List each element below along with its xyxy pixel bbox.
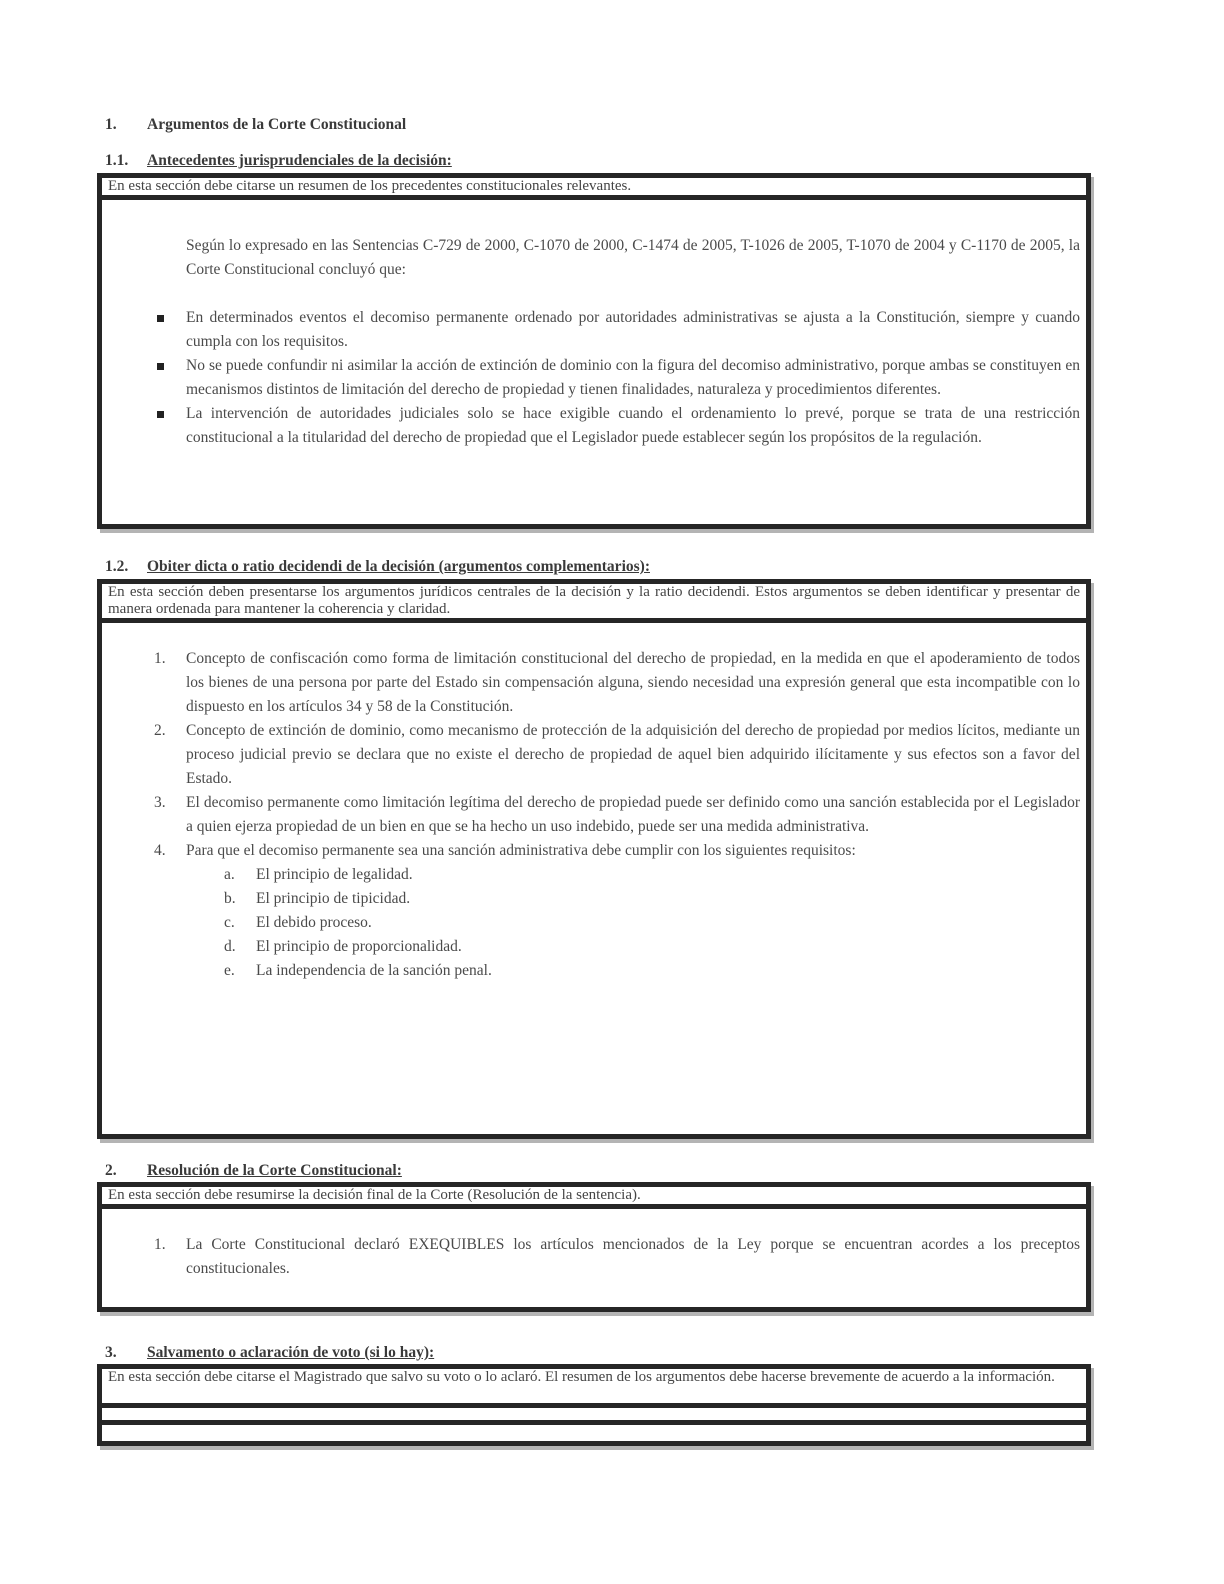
list-number: 4.: [154, 842, 166, 859]
sub-list-letter: a.: [224, 866, 235, 883]
section-title: Resolución de la Corte Constitucional:: [147, 1162, 402, 1179]
section-number: 1.1.: [105, 152, 129, 169]
bullet-icon: [157, 315, 164, 322]
bullet-icon: [157, 363, 164, 370]
bullet-icon: [157, 411, 164, 418]
section-number: 3.: [105, 1344, 117, 1361]
sub-list-item-text: La independencia de la sanción penal.: [256, 962, 492, 979]
sub-list-item: [102, 959, 1086, 983]
list-item: [102, 647, 1086, 719]
sub-list-item-text: El principio de tipicidad.: [256, 890, 411, 907]
section-heading-1: [105, 116, 406, 134]
list-item-text: La intervención de autoridades judiciales solo se hace exigible cuando el ordenamiento lo prevé, porque se trata de una restricción constitucional a la titularidad del derecho de propiedad que el Legislador puede establecer según los propósitos de la regulación.: [186, 405, 1080, 446]
list-item: [102, 306, 1086, 354]
box-content: [102, 200, 1086, 450]
section-box-3: [97, 1364, 1091, 1446]
list-number: 1.: [154, 650, 166, 667]
list-number: 2.: [154, 722, 166, 739]
sub-list-item-text: El principio de proporcionalidad.: [256, 938, 462, 955]
list-item-text: La Corte Constitucional declaró EXEQUIBLES los artículos mencionados de la Ley porque se encuentran acordes a los preceptos constitucionales.: [186, 1236, 1080, 1277]
sub-list-letter: c.: [224, 914, 235, 931]
sub-list-item: [102, 887, 1086, 911]
section-number: 1.2.: [105, 558, 129, 575]
section-title: Obiter dicta o ratio decidendi de la decisión (argumentos complementarios):: [147, 558, 650, 575]
sub-list-letter: e.: [224, 962, 235, 979]
section-title: Salvamento o aclaración de voto (si lo hay):: [147, 1344, 435, 1361]
section-box-1-1: [97, 173, 1091, 529]
list-number: 1.: [154, 1236, 166, 1253]
section-heading-2: [105, 1162, 402, 1180]
sub-list-letter: b.: [224, 890, 236, 907]
list-item-text: Concepto de extinción de dominio, como mecanismo de protección de la adquisición del derecho de propiedad por medios lícitos, mediante un proceso judicial previo se declara que no existe el derecho de propiedad de aquel bien adquirido ilícitamente y sus efectos son a favor del Estado.: [186, 722, 1080, 787]
section-box-2: [97, 1182, 1091, 1312]
list-item-text: El decomiso permanente como limitación legítima del derecho de propiedad puede ser definido como una sanción establecida por el Legislador a quien ejerza propiedad de un bien en que se ha hecho un uso indebido, puede ser una medida administrativa.: [186, 794, 1080, 835]
list-item: [102, 839, 1086, 863]
list-number: 3.: [154, 794, 166, 811]
intro-paragraph: Según lo expresado en las Sentencias C-729 de 2000, C-1070 de 2000, C-1474 de 2005, T-1026 de 2005, T-1070 de 2004 y C-1170 de 2005, la Corte Constitucional concluyó que:: [186, 237, 1080, 278]
list-item-text: En determinados eventos el decomiso permanente ordenado por autoridades administrativas se ajusta a la Constitución, siempre y cuando cumpla con los requisitos.: [186, 309, 1080, 350]
box-instruction: En esta sección debe citarse un resumen de los precedentes constitucionales relevantes.: [102, 178, 1086, 200]
list-item-text: No se puede confundir ni asimilar la acción de extinción de dominio con la figura del decomiso administrativo, porque ambas se constituyen en mecanismos distintos de limitación del derecho de propiedad y tienen finalidades, naturaleza y procedimientos diferentes.: [186, 357, 1080, 398]
section-box-1-2: [97, 579, 1091, 1139]
section-heading-1-2: [105, 558, 650, 576]
list-item: [102, 402, 1086, 450]
box-instruction: En esta sección deben presentarse los argumentos jurídicos centrales de la decisión y la ratio decidendi. Estos argumentos se deben identificar y presentar de manera ordenada para mantener la coherencia y claridad.: [102, 584, 1086, 623]
section-number: 1.: [105, 116, 117, 133]
list-item-text: Concepto de confiscación como forma de limitación constitucional del derecho de propiedad, en la medida en que el apoderamiento de todos los bienes de una persona por parte del Estado sin compensación alguna, siendo necesidad una expresión general que esta incompatible con lo dispuesto en los artículos 34 y 58 de la Constitución.: [186, 650, 1080, 715]
section-title: Argumentos de la Corte Constitucional: [147, 116, 407, 133]
sub-list-item: [102, 935, 1086, 959]
section-title: Antecedentes jurisprudenciales de la decisión:: [147, 152, 452, 169]
box-instruction: En esta sección debe citarse el Magistrado que salvo su voto o lo aclaró. El resumen de los argumentos debe hacerse brevemente de acuerdo a la información.: [102, 1369, 1086, 1408]
sub-list-item-text: El principio de legalidad.: [256, 866, 413, 883]
sub-list-item-text: El debido proceso.: [256, 914, 372, 931]
list-item: [102, 791, 1086, 839]
list-item: [102, 1233, 1086, 1281]
box-instruction: En esta sección debe resumirse la decisión final de la Corte (Resolución de la sentencia).: [102, 1187, 1086, 1209]
list-item: [102, 719, 1086, 791]
box-content: [102, 1408, 1086, 1425]
section-number: 2.: [105, 1162, 117, 1179]
box-content: [102, 623, 1086, 983]
sub-list-letter: d.: [224, 938, 236, 955]
box-content: [102, 1209, 1086, 1281]
list-item-text: Para que el decomiso permanente sea una sanción administrativa debe cumplir con los siguientes requisitos:: [186, 842, 856, 859]
section-heading-1-1: [105, 152, 452, 170]
empty-row: [102, 1408, 1086, 1425]
sub-list-item: [102, 911, 1086, 935]
section-heading-3: [105, 1344, 434, 1362]
sub-list-item: [102, 863, 1086, 887]
list-item: [102, 354, 1086, 402]
